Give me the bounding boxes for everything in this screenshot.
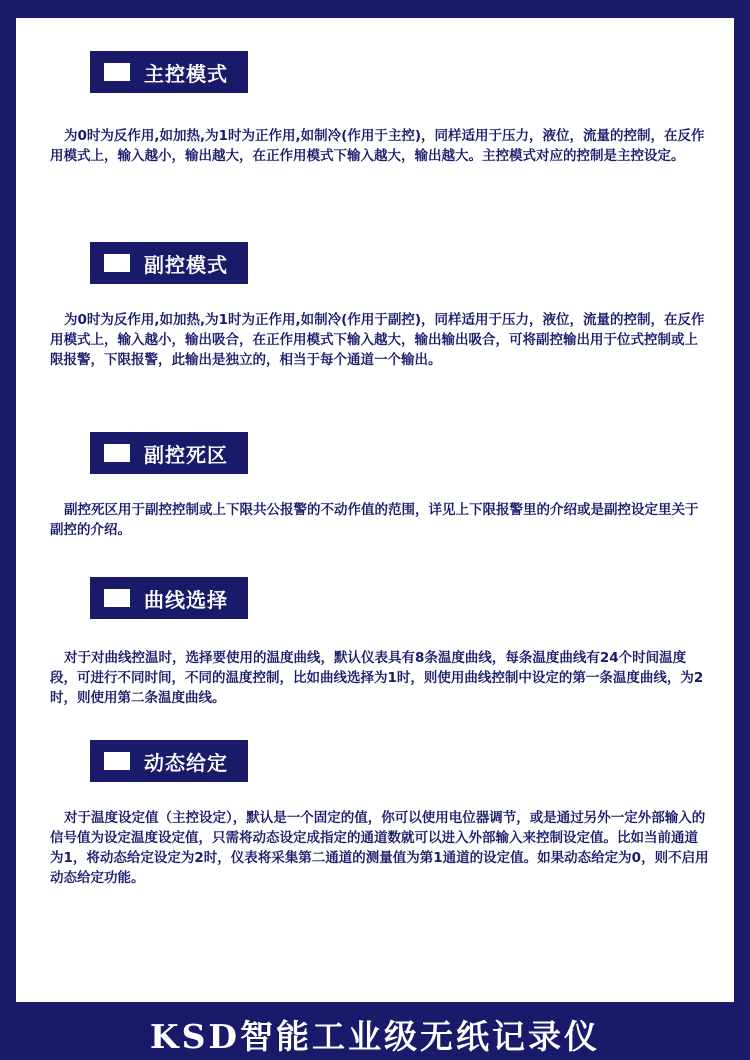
section-text: 对于温度设定值（主控设定），默认是一个固定的值，你可以使用电位器调节，或是通过另外一定外部输入的信号值为设定温度设定值，只需将动态设定成指定的通道数就可以进入外部输入来控制设定值。比如当前通道为1，将动态给定设定为2时，仪表将采集第二通道的测量值为第1通道的设定值。如果动态给定为0，则不启用动态给定功能。 <box>50 810 709 886</box>
section-title: 主控模式 <box>144 61 228 86</box>
content-panel <box>16 18 734 1002</box>
section-title: 动态给定 <box>144 750 228 775</box>
square-bullet-icon <box>104 63 130 81</box>
section-text: 对于对曲线控温时，选择要使用的温度曲线，默认仪表具有8条温度曲线，每条温度曲线有24个时间温度段，可进行不同时间，不同的温度控制，比如曲线选择为1时，则使用曲线控制中设定的第一条温度曲线，为2时，则使用第二条温度曲线。 <box>50 650 704 706</box>
section-title: 曲线选择 <box>144 587 228 612</box>
square-bullet-icon <box>104 752 130 770</box>
section-header <box>90 51 248 93</box>
section-header <box>90 242 248 284</box>
square-bullet-icon <box>104 254 130 272</box>
square-bullet-icon <box>104 589 130 607</box>
section-header <box>90 432 248 474</box>
section-text: 副控死区用于副控控制或上下限共公报警的不动作值的范围，详见上下限报警里的介绍或是副控设定里关于副控的介绍。 <box>50 502 699 538</box>
section-header <box>90 740 248 782</box>
square-bullet-icon <box>104 444 130 462</box>
section-text: 为0时为反作用,如加热,为1时为正作用,如制冷(作用于副控)，同样适用于压力，液位，流量的控制，在反作用模式上，输入越小，输出吸合，在正作用模式下输入越大，输出输出吸合，可将副控输出用于位式控制或上限报警，下限报警，此输出是独立的，相当于每个通道一个输出。 <box>50 312 705 368</box>
section-title: 副控死区 <box>144 442 228 467</box>
section-header <box>90 577 248 619</box>
section-text: 为0时为反作用,如加热,为1时为正作用,如制冷(作用于主控)，同样适用于压力，液位，流量的控制，在反作用模式上，输入越小，输出越大，在正作用模式下输入越大，输出越大。主控模式对应的控制是主控设定。 <box>50 128 705 164</box>
footer-banner: KSD智能工业级无纸记录仪 <box>149 1016 601 1056</box>
section-title: 副控模式 <box>144 252 228 277</box>
